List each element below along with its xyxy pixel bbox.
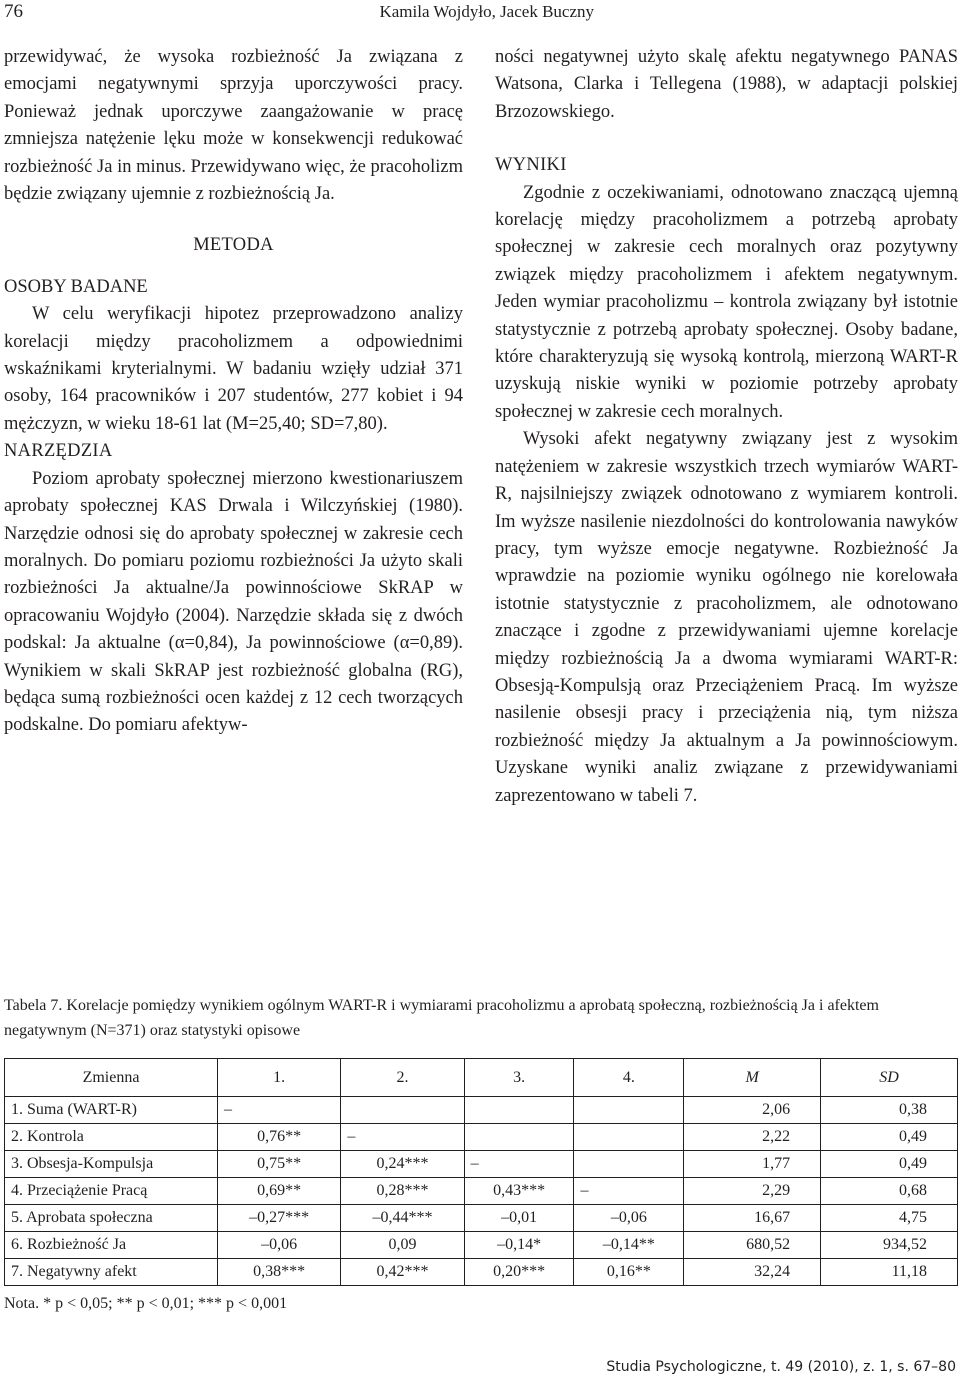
table-row bbox=[5, 1232, 958, 1259]
table-cell: –0,14** bbox=[574, 1232, 684, 1259]
table-cell: 2,06 bbox=[684, 1097, 821, 1124]
table-cell: –0,06 bbox=[218, 1232, 341, 1259]
table-cell: 32,24 bbox=[684, 1259, 821, 1286]
header-col-2: 2. bbox=[341, 1059, 464, 1097]
table-cell: 11,18 bbox=[821, 1259, 958, 1286]
table-cell: 2,22 bbox=[684, 1124, 821, 1151]
table-cell: 0,68 bbox=[821, 1178, 958, 1205]
osoby-badane-paragraph: W celu weryfikacji hipotez przeprowadzono analizy korelacji między pracoholizmem a odpowiednimi wskaźnikami kryterialnymi. W badaniu wzięły udział 371 osoby, 164 pracowników i 207 studentów, 277 kobiet i 94 mężczyzn, w wieku 18-61 lat (M=25,40; SD=7,80). bbox=[4, 304, 463, 434]
page-number: 76 bbox=[4, 1, 23, 22]
table-cell: 0,49 bbox=[821, 1124, 958, 1151]
narzedzia-heading: NARZĘDZIA bbox=[4, 441, 113, 462]
table-cell: –0,06 bbox=[574, 1205, 684, 1232]
table-cell: 5. Aprobata społeczna bbox=[5, 1205, 218, 1232]
header-mean: M bbox=[684, 1059, 821, 1097]
table-cell: 0,16** bbox=[574, 1259, 684, 1286]
wyniki-paragraph-1: Zgodnie z oczekiwaniami, odnotowano znaczącą ujemną korelację między pracoholizmem a potrzebą aprobaty społecznej w zakresie cech moralnych oraz pozytywny związek między pracoholizmem i afektem negatywnym. Jeden wymiar pracoholizmu – kontrola związany był istotnie statystycznie z potrzebą aprobaty społecznej. Osoby badane, które charakteryzują się wysoką kontrolą, mierzoną WART-R uzyskują niskie wyniki w poziomie potrzeby aprobaty społecznej w zakresie cech moralnych. bbox=[495, 182, 958, 422]
table-cell: 2. Kontrola bbox=[5, 1124, 218, 1151]
table-cell: 0,28*** bbox=[341, 1178, 464, 1205]
table-cell: 7. Negatywny afekt bbox=[5, 1259, 218, 1286]
table-cell: –0,01 bbox=[464, 1205, 574, 1232]
right-column bbox=[495, 44, 958, 810]
table-cell: 4. Przeciążenie Pracą bbox=[5, 1178, 218, 1205]
table-cell: – bbox=[574, 1178, 684, 1205]
header-sd: SD bbox=[821, 1059, 958, 1097]
table-row bbox=[5, 1205, 958, 1232]
header-col-4: 4. bbox=[574, 1059, 684, 1097]
header-col-3: 3. bbox=[464, 1059, 574, 1097]
table-cell: 0,42*** bbox=[341, 1259, 464, 1286]
table-cell: 3. Obsesja-Kompulsja bbox=[5, 1151, 218, 1178]
table-cell: 0,09 bbox=[341, 1232, 464, 1259]
header-zmienna: Zmienna bbox=[5, 1059, 218, 1097]
continued-paragraph: ności negatywnej użyto skalę afektu negatywnego PANAS Watsona, Clarka i Tellegena (1988), w adaptacji polskiej Brzozowskiego. bbox=[495, 47, 958, 122]
wyniki-heading: WYNIKI bbox=[495, 155, 567, 176]
table-cell: 1,77 bbox=[684, 1151, 821, 1178]
table-cell bbox=[574, 1151, 684, 1178]
table-cell bbox=[574, 1097, 684, 1124]
running-head: Kamila Wojdyło, Jacek Buczny bbox=[379, 2, 594, 21]
metoda-heading: METODA bbox=[193, 235, 274, 256]
table-cell bbox=[464, 1124, 574, 1151]
table-cell: – bbox=[218, 1097, 341, 1124]
table-header-row bbox=[5, 1059, 958, 1097]
wyniki-paragraph-2: Wysoki afekt negatywny związany jest z wysokim natężeniem w zakresie wszystkich trzech wymiarów WART-R, najsilniejszy związek odnotowano z wymiarem kontroli. Im wyższe nasilenie niezdolności do kontrolowania nawyków pracy, tym wyższe emocje negatywne. Rozbieżność Ja wprawdzie na poziomie wyniku ogólnego nie korelowała istotnie statystycznie z pracoholizmem, ale odnotowano znaczące i zgodne z przewidywaniami ujemne korelacje między rozbieżnością Ja a dwoma wymiarami WART-R: Obsesją-Kompulsją oraz Przeciążeniem Pracą. Im wyższe nasilenie obsesji pracy i przeciążenia nią, tym niższa rozbieżność między Ja aktualnym a Ja powinnościowym. Uzyskane wyniki analiz związane z przewidywaniami zaprezentowano w tabeli 7. bbox=[495, 429, 958, 806]
osoby-badane-heading: OSOBY BADANE bbox=[4, 276, 148, 297]
table-cell bbox=[574, 1124, 684, 1151]
table-caption: Tabela 7. Korelacje pomiędzy wynikiem ogólnym WART-R i wymiarami pracoholizmu a aprobatą społeczną, rozbieżnością Ja i afektem negatywnym (N=371) oraz statystyki opisowe bbox=[4, 997, 879, 1039]
header-col-1: 1. bbox=[218, 1059, 341, 1097]
table-cell: 0,38*** bbox=[218, 1259, 341, 1286]
table-row bbox=[5, 1151, 958, 1178]
table-row bbox=[5, 1124, 958, 1151]
table-row bbox=[5, 1178, 958, 1205]
table-cell: 934,52 bbox=[821, 1232, 958, 1259]
table-cell: 2,29 bbox=[684, 1178, 821, 1205]
left-column bbox=[4, 44, 463, 740]
table-cell: 0,69** bbox=[218, 1178, 341, 1205]
table-cell: – bbox=[464, 1151, 574, 1178]
intro-paragraph: przewidywać, że wysoka rozbieżność Ja związana z emocjami negatywnymi sprzyja uporczywości pracy. Ponieważ jednak uporczywe zaangażowanie w pracę zmniejsza natężenie lęku może w konsekwencji redukować rozbieżność Ja in minus. Przewidywano więc, że pracoholizm będzie związany ujemnie z rozbieżnością Ja. bbox=[4, 47, 463, 205]
table-cell: 0,24*** bbox=[341, 1151, 464, 1178]
narzedzia-paragraph: Poziom aprobaty społecznej mierzono kwestionariuszem aprobaty społecznej KAS Drwala i Wilczyńskiej (1980). Narzędzie odnosi się do aprobaty społecznej w zakresie cech moralnych. Do pomiaru poziomu rozbieżności Ja użyto skali rozbieżności Ja aktualne/Ja powinnościowe SkRAP w opracowaniu Wojdyło (2004). Narzędzie składa się z dwóch podskal: Ja aktualne (α=0,84), Ja powinnościowe (α=0,89). Wynikiem w skali SkRAP jest rozbieżność globalna (RG), będąca sumą rozbieżności ocen każdej z 12 cech tworzących podskalne. Do pomiaru afektyw- bbox=[4, 468, 463, 736]
table-cell: 0,49 bbox=[821, 1151, 958, 1178]
table-note: Nota. * p < 0,05; ** p < 0,01; *** p < 0,001 bbox=[4, 1295, 288, 1312]
table-cell: 0,20*** bbox=[464, 1259, 574, 1286]
table-cell: –0,27*** bbox=[218, 1205, 341, 1232]
table-cell: –0,44*** bbox=[341, 1205, 464, 1232]
table-cell: 1. Suma (WART-R) bbox=[5, 1097, 218, 1124]
correlation-table bbox=[4, 1058, 958, 1286]
table-cell bbox=[341, 1097, 464, 1124]
journal-footer: Studia Psychologiczne, t. 49 (2010), z. 1, s. 67–80 bbox=[606, 1359, 956, 1375]
table-cell: 16,67 bbox=[684, 1205, 821, 1232]
table-row bbox=[5, 1259, 958, 1286]
table-cell bbox=[464, 1097, 574, 1124]
table-cell: 0,38 bbox=[821, 1097, 958, 1124]
table-cell: 4,75 bbox=[821, 1205, 958, 1232]
table-cell: – bbox=[341, 1124, 464, 1151]
table-row bbox=[5, 1097, 958, 1124]
table-cell: –0,14* bbox=[464, 1232, 574, 1259]
table-cell: 0,75** bbox=[218, 1151, 341, 1178]
table-cell: 6. Rozbieżność Ja bbox=[5, 1232, 218, 1259]
table-cell: 0,43*** bbox=[464, 1178, 574, 1205]
table-cell: 0,76** bbox=[218, 1124, 341, 1151]
table-cell: 680,52 bbox=[684, 1232, 821, 1259]
